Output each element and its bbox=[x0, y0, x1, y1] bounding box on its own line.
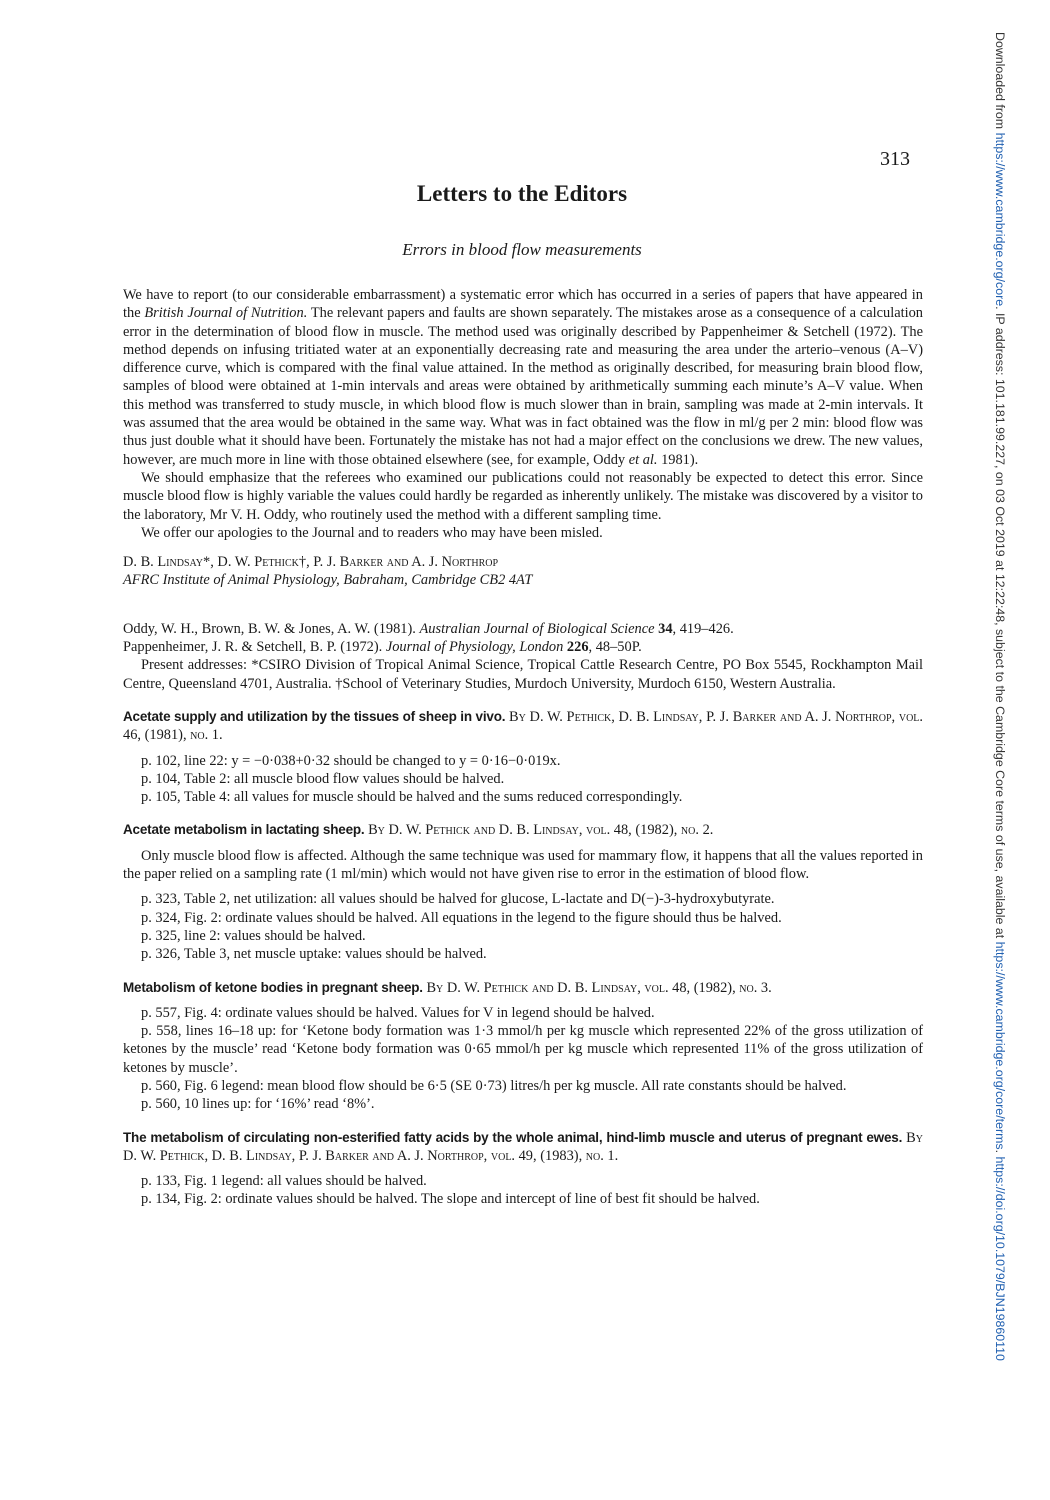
section-heading: The metabolism of circulating non-esterified fatty acids by the whole animal, hind-limb muscle and uterus of pregnant ewes. By D. W. Pethick, D. B. Lindsay, P. J. Barker and A. J. Northrop, vol. 49, (1983), no. 1. bbox=[123, 1129, 923, 1164]
correction-item: p. 324, Fig. 2: ordinate values should be halved. All equations in the legend to the figure should thus be halved. bbox=[141, 909, 782, 926]
section-heading: Metabolism of ketone bodies in pregnant sheep. By D. W. Pethick and D. B. Lindsay, vol. 48, (1982), no. 3. bbox=[123, 979, 772, 996]
download-separator: . bbox=[993, 1149, 1007, 1157]
correction-item: p. 326, Table 3, net muscle uptake: values should be halved. bbox=[141, 946, 487, 963]
article-body bbox=[123, 286, 923, 1209]
correction-item: p. 558, lines 16–18 up: for ‘Ketone body formation was 1·3 mmol/h per kg muscle which represented 22% of the gross utilization of ketones by the muscle’ read ‘Ketone body formation was 0·65 mmol/h per kg muscle which represented 11% of the gross utilization of ketones by muscle’. bbox=[123, 1023, 923, 1076]
doi-link[interactable]: https://doi.org/10.1079/BJN19860110 bbox=[993, 1156, 1007, 1361]
journal-name: British Journal of Nutrition. bbox=[144, 305, 308, 322]
present-addresses: Present addresses: *CSIRO Division of Tropical Animal Science, Tropical Cattle Research Centre, PO Box 5545, Rockhampton Mail Centre, Queensland 4701, Australia. †School of Veterinary Studies, Murdoch University, Murdoch 6150, Western Australia. bbox=[123, 657, 923, 692]
correction-item: p. 133, Fig. 1 legend: all values should be halved. bbox=[141, 1173, 427, 1190]
download-prefix: Downloaded from bbox=[993, 32, 1007, 133]
letter-paragraph-2: We should emphasize that the referees who examined our publications could not reasonably be expected to detect this error. Since muscle blood flow is highly variable the values could hardly be regarded as inherently unlikely. The mistake was discovered by a visitor to the laboratory, Mr V. H. Oddy, who routinely used the method with a different sampling time. bbox=[123, 469, 923, 523]
letter-paragraph-3: We offer our apologies to the Journal and to readers who may have been misled. bbox=[141, 524, 603, 541]
correction-item: p. 325, line 2: values should be halved. bbox=[141, 927, 366, 944]
correction-item: p. 560, Fig. 6 legend: mean blood flow should be 6·5 (SE 0·73) litres/h per kg muscle. All rate constants should be halved. bbox=[141, 1077, 847, 1094]
correction-item: p. 102, line 22: y = −0·038+0·32 should be changed to y = 0·16−0·019x. bbox=[141, 752, 561, 769]
erratum-section bbox=[123, 821, 923, 963]
correction-item: p. 134, Fig. 2: ordinate values should be halved. The slope and intercept of line of best fit should be halved. bbox=[141, 1191, 760, 1208]
cambridge-core-link[interactable]: https://www.cambridge.org/core bbox=[993, 132, 1007, 307]
section-intro: Only muscle blood flow is affected. Although the same technique was used for mammary flow, it happens that all the values reported in the paper relied on a sampling rate (1 ml/min) which would not have given rise to error in the estimation of blood flow. bbox=[123, 847, 923, 883]
correction-item: p. 105, Table 4: all values for muscle should be halved and the sums reduced correspondingly. bbox=[141, 789, 683, 806]
download-middle: . IP address: 101.181.99.227, on 03 Oct 2019 at 12:22:48, subject to the Cambridge Core terms of use, available at bbox=[993, 306, 1007, 942]
section-heading: Acetate supply and utilization by the tissues of sheep in vivo. By D. W. Pethick, D. B. Lindsay, P. J. Barker and A. J. Northrop, vol. 46, (1981), no. 1. bbox=[123, 708, 923, 744]
page-number: 313 bbox=[880, 148, 910, 170]
correction-item: p. 323, Table 2, net utilization: all values should be halved for glucose, L-lactate and D(−)-3-hydroxybutyrate. bbox=[141, 891, 775, 908]
reference-list bbox=[123, 620, 923, 657]
signature-institute: AFRC Institute of Animal Physiology, Babraham, Cambridge CB2 4AT bbox=[123, 572, 533, 589]
correction-item: p. 557, Fig. 4: ordinate values should be halved. Values for V in legend should be halved. bbox=[141, 1004, 655, 1021]
reference-item: Oddy, W. H., Brown, B. W. & Jones, A. W. (1981). Australian Journal of Biological Science 34, 419–426. bbox=[123, 620, 734, 637]
letter-paragraph-1: We have to report (to our considerable embarrassment) a systematic error which has occurred in a series of papers that have appeared in the British Journal of Nutrition. The relevant papers and faults are shown separately. The mistakes arose as a consequence of a calculation error in the determination of blood flow in muscle. The method used was originally described by Pappenheimer & Setchell (1972). The method depends on infusing tritiated water at an exponentially decreasing rate and measuring the area under the arterio–venous (A–V) difference curve, which is compared with the final value attained. In the method as originally described, for measuring brain blood flow, samples of blood were obtained at 1-min intervals and areas were obtained by arithmetically summing each minute’s A–V value. When this method was transferred to study muscle, in which blood flow is much slower than in brain, sampling was made at 2-min intervals. It was assumed that the area would be obtained in the same way. What was in fact obtained was the flow in ml/g per 2 min: blood flow was thus just double what it should have been. Fortunately the mistake has not had a major effect on the conclusions we drew. The new values, however, are much more in line with those obtained elsewhere (see, for example, Oddy et al. 1981). bbox=[123, 287, 923, 468]
erratum-section bbox=[123, 1129, 923, 1209]
reference-item: Pappenheimer, J. R. & Setchell, B. P. (1972). Journal of Physiology, London 226, 48–50P. bbox=[123, 639, 642, 656]
signature-block bbox=[123, 553, 923, 590]
signature-authors: D. B. Lindsay*, D. W. Pethick†, P. J. Barker and A. J. Northrop bbox=[123, 554, 499, 571]
correction-item: p. 560, 10 lines up: for ‘16%’ read ‘8%’. bbox=[141, 1096, 375, 1113]
correction-item: p. 104, Table 2: all muscle blood flow values should be halved. bbox=[141, 770, 505, 787]
letter-subtitle: Errors in blood flow measurements bbox=[402, 240, 642, 259]
erratum-section bbox=[123, 708, 923, 806]
terms-link[interactable]: https://www.cambridge.org/core/terms bbox=[993, 941, 1007, 1150]
section-heading: Acetate metabolism in lactating sheep. By D. W. Pethick and D. B. Lindsay, vol. 48, (1982), no. 2. bbox=[123, 822, 714, 839]
page-title: Letters to the Editors bbox=[416, 181, 628, 206]
erratum-section bbox=[123, 979, 923, 1114]
